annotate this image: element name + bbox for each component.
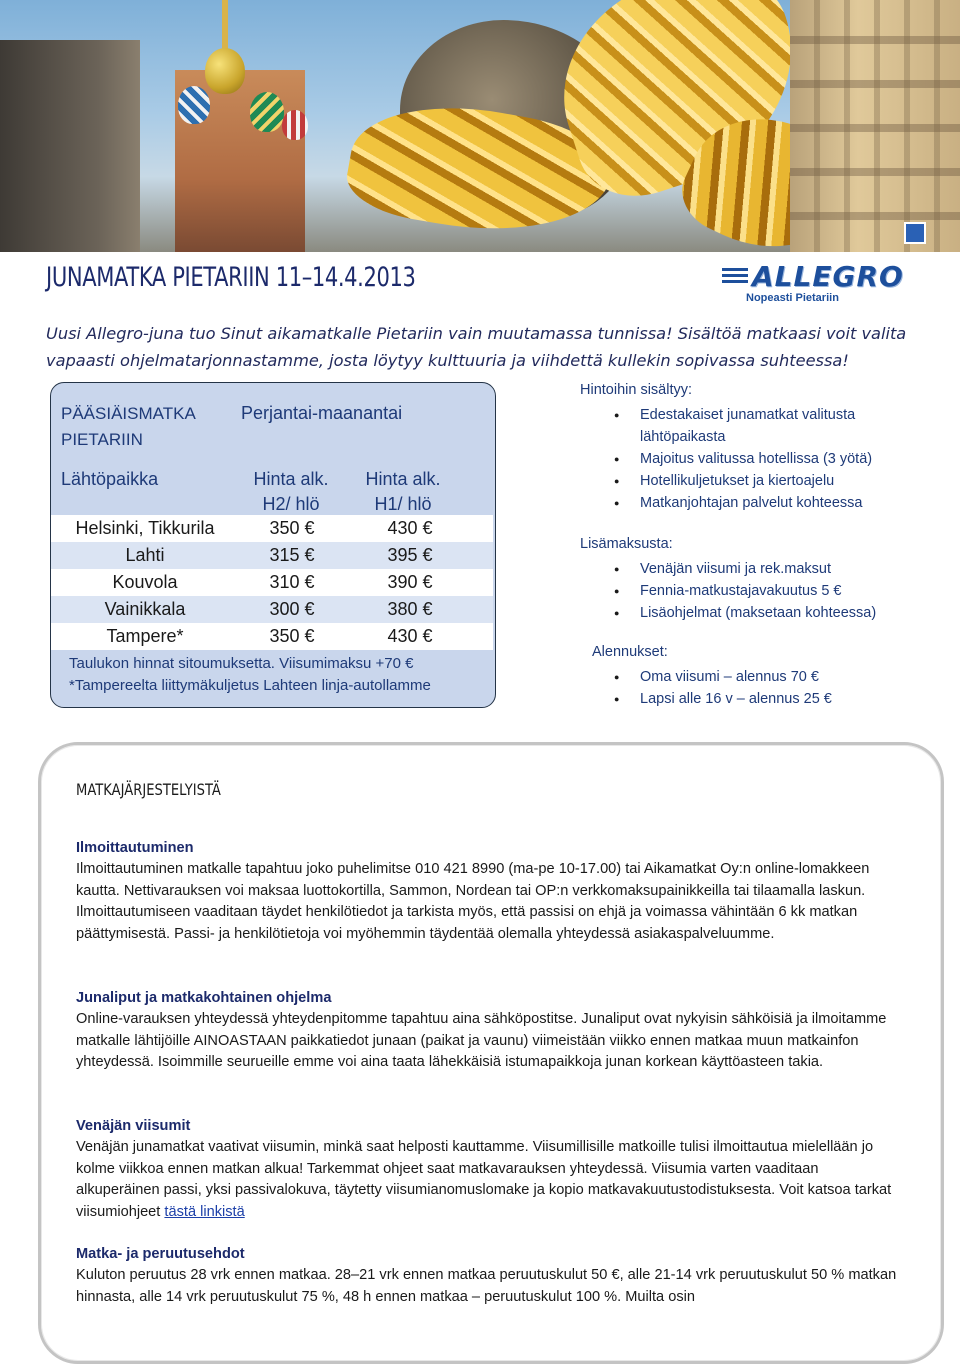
price-rows: [51, 515, 493, 650]
section-body: Kuluton peruutus 28 vrk ennen matkaa. 28–21 vrk ennen matkaa peruutuskulut 50 €, alle 21-14 vrk peruutuskulut 50 % matkan hinnasta, alle 14 vrk peruutuskulut 75 %, 48 h ennen matkaa – peruutuskulut 100 %. Muilta osin: [76, 1267, 897, 1305]
row-city: Vainikkala: [104, 599, 186, 619]
row-price-h1: 430 €: [387, 626, 433, 646]
table-row: [51, 515, 493, 542]
extras-list: [580, 558, 920, 624]
building-left: [0, 40, 140, 252]
row-price-h1: 380 €: [387, 599, 433, 619]
row-price-h1: 395 €: [387, 545, 433, 565]
green-gold-dome: [250, 92, 284, 132]
col-header-h2: Hinta alk. H2/ hlö: [253, 469, 329, 514]
price-table-period: Perjantai-maanantai: [241, 403, 403, 423]
section-body: Ilmoittautuminen matkalle tapahtuu joko puhelimitse 010 421 8990 (ma-pe 10-17.00) tai Aikamatkat Oy:n online-lomakkeen kautta. Nettivarauksen voi maksaa luottokortilla, Sammon, Nordean tai OP:n verkkomaksupainikkeilla tai tilaamalla laskun. Ilmoittautumiseen vaaditaan täydet henkilötiedot ja tarkista myös, että passisi on ehjä ja voimassa vähintään 6 kk matkan päättymisestä. Passi- ja henkilötietoja voi myöhemmin täydentää olemalla yhteydessä asiakaspalveluumme.: [76, 861, 870, 942]
section-terms: [76, 1244, 906, 1308]
list-item: ● Majoitus valitussa hotellissa (3 yötä): [580, 448, 920, 470]
row-price-h1: 430 €: [387, 518, 433, 538]
golden-dome: [205, 48, 245, 94]
row-city: Helsinki, Tikkurila: [75, 518, 215, 538]
list-item: ● Matkanjohtajan palvelut kohteessa: [580, 492, 920, 514]
red-white-dome: [282, 110, 308, 140]
row-city: Kouvola: [112, 572, 178, 592]
allegro-logo: [722, 260, 904, 306]
logo-wordmark: ALLEGRO: [722, 262, 894, 292]
section-heading: Matka- ja peruutusehdot: [76, 1246, 245, 1262]
section-visas: [76, 1116, 906, 1223]
price-table: [50, 382, 496, 708]
row-price-h2: 350 €: [269, 626, 315, 646]
note-line: *Tampereelta liittymäkuljetus Lahteen linja-autollamme: [69, 677, 431, 694]
list-item: ● Fennia-matkustajavakuutus 5 €: [580, 580, 920, 602]
list-item: ● Lisäohjelmat (maksetaan kohteessa): [580, 602, 920, 624]
row-price-h1: 390 €: [387, 572, 433, 592]
building-right: [790, 0, 960, 252]
discounts-list: [580, 666, 920, 710]
hero-photo-st-petersburg: [0, 0, 960, 252]
section-heading: Junaliput ja matkakohtainen ohjelma: [76, 990, 332, 1006]
section-body: Venäjän junamatkat vaativat viisumin, minkä saat helposti kauttamme. Viisumillisille matkoille tulisi ilmoittautua mielellään jo kolme viikkoa ennen matkan alkua! Tarkemmat ohjeet saat matkavarauksen yhteydessä. Viisumia varten vaaditaan alkuperäinen passi, yksi passivalokuva, täytetty viisumianomuslomake ja kopio matkavakuutustodistuksesta. Voit katsoa tarkat viisumiohjeet: [76, 1139, 892, 1220]
row-price-h2: 310 €: [269, 572, 315, 592]
page-title: JUNAMATKA PIETARIIN 11–14.4.2013: [46, 262, 416, 293]
section-heading: Ilmoittautuminen: [76, 840, 194, 856]
row-price-h2: 315 €: [269, 545, 315, 565]
list-item: ● Lapsi alle 16 v – alennus 25 €: [580, 688, 920, 710]
col-header-h1: Hinta alk. H1/ hlö: [365, 469, 441, 514]
organizer-title: MATKAJÄRJESTELYISTÄ: [76, 780, 221, 799]
list-item: ● Venäjän viisumi ja rek.maksut: [580, 558, 920, 580]
col-header-city: Lähtöpaikka: [61, 469, 159, 489]
table-row: [51, 623, 493, 650]
extras-heading: Lisämaksusta:: [580, 536, 673, 552]
list-item: ● Oma viisumi – alennus 70 €: [580, 666, 920, 688]
street-sign: [904, 222, 926, 244]
price-table-notes: [69, 653, 431, 697]
row-price-h2: 350 €: [269, 518, 315, 538]
blue-white-dome: [178, 86, 210, 124]
included-heading: Hintoihin sisältyy:: [580, 382, 693, 398]
section-registration: [76, 838, 906, 945]
visa-instructions-link[interactable]: tästä linkistä: [164, 1203, 245, 1220]
logo-tagline: Nopeasti Pietariin: [746, 292, 839, 304]
section-body: Online-varauksen yhteydessä yhteydenpitomme tapahtuu aina sähköpostitse. Junaliput ovat nykyisin sähköisiä ja ilmoitamme matkalle lähtijöille AINOASTAAN paikkatiedot junaan (paikat ja vaunu) viimeistään viikko ennen matkaa muun matkainfon yhteydessä. Isoimmille seurueille emme voi aina taata lähekkäisiä istumapaikkoja junan korkean käyttöasteen takia.: [76, 1011, 887, 1071]
church-spire: [222, 0, 228, 52]
price-table-heading: PÄÄSIÄISMATKA PIETARIIN: [61, 404, 196, 449]
note-line: Taulukon hinnat sitoumuksetta. Viisumimaksu +70 €: [69, 655, 414, 672]
list-item: ● Edestakaiset junamatkat valitusta lähtöpaikasta: [580, 404, 920, 448]
table-row: [51, 542, 493, 569]
section-heading: Venäjän viisumit: [76, 1118, 191, 1134]
table-row: [51, 569, 493, 596]
list-item: ● Hotellikuljetukset ja kiertoajelu: [580, 470, 920, 492]
row-price-h2: 300 €: [269, 599, 315, 619]
included-list: [580, 404, 920, 514]
intro-text: Uusi Allegro-juna tuo Sinut aikamatkalle Pietariin vain muutamassa tunnissa! Sisältöä matkaasi voit valita vapaasti ohjelmatarjonnastamme, josta löytyy kulttuuria ja viihdettä kullekin sopivassa suhteessa!: [46, 324, 907, 370]
section-tickets: [76, 988, 906, 1074]
row-city: Lahti: [125, 545, 165, 565]
table-row: [51, 596, 493, 623]
discounts-heading: Alennukset:: [592, 644, 668, 660]
row-city: Tampere*: [106, 626, 184, 646]
